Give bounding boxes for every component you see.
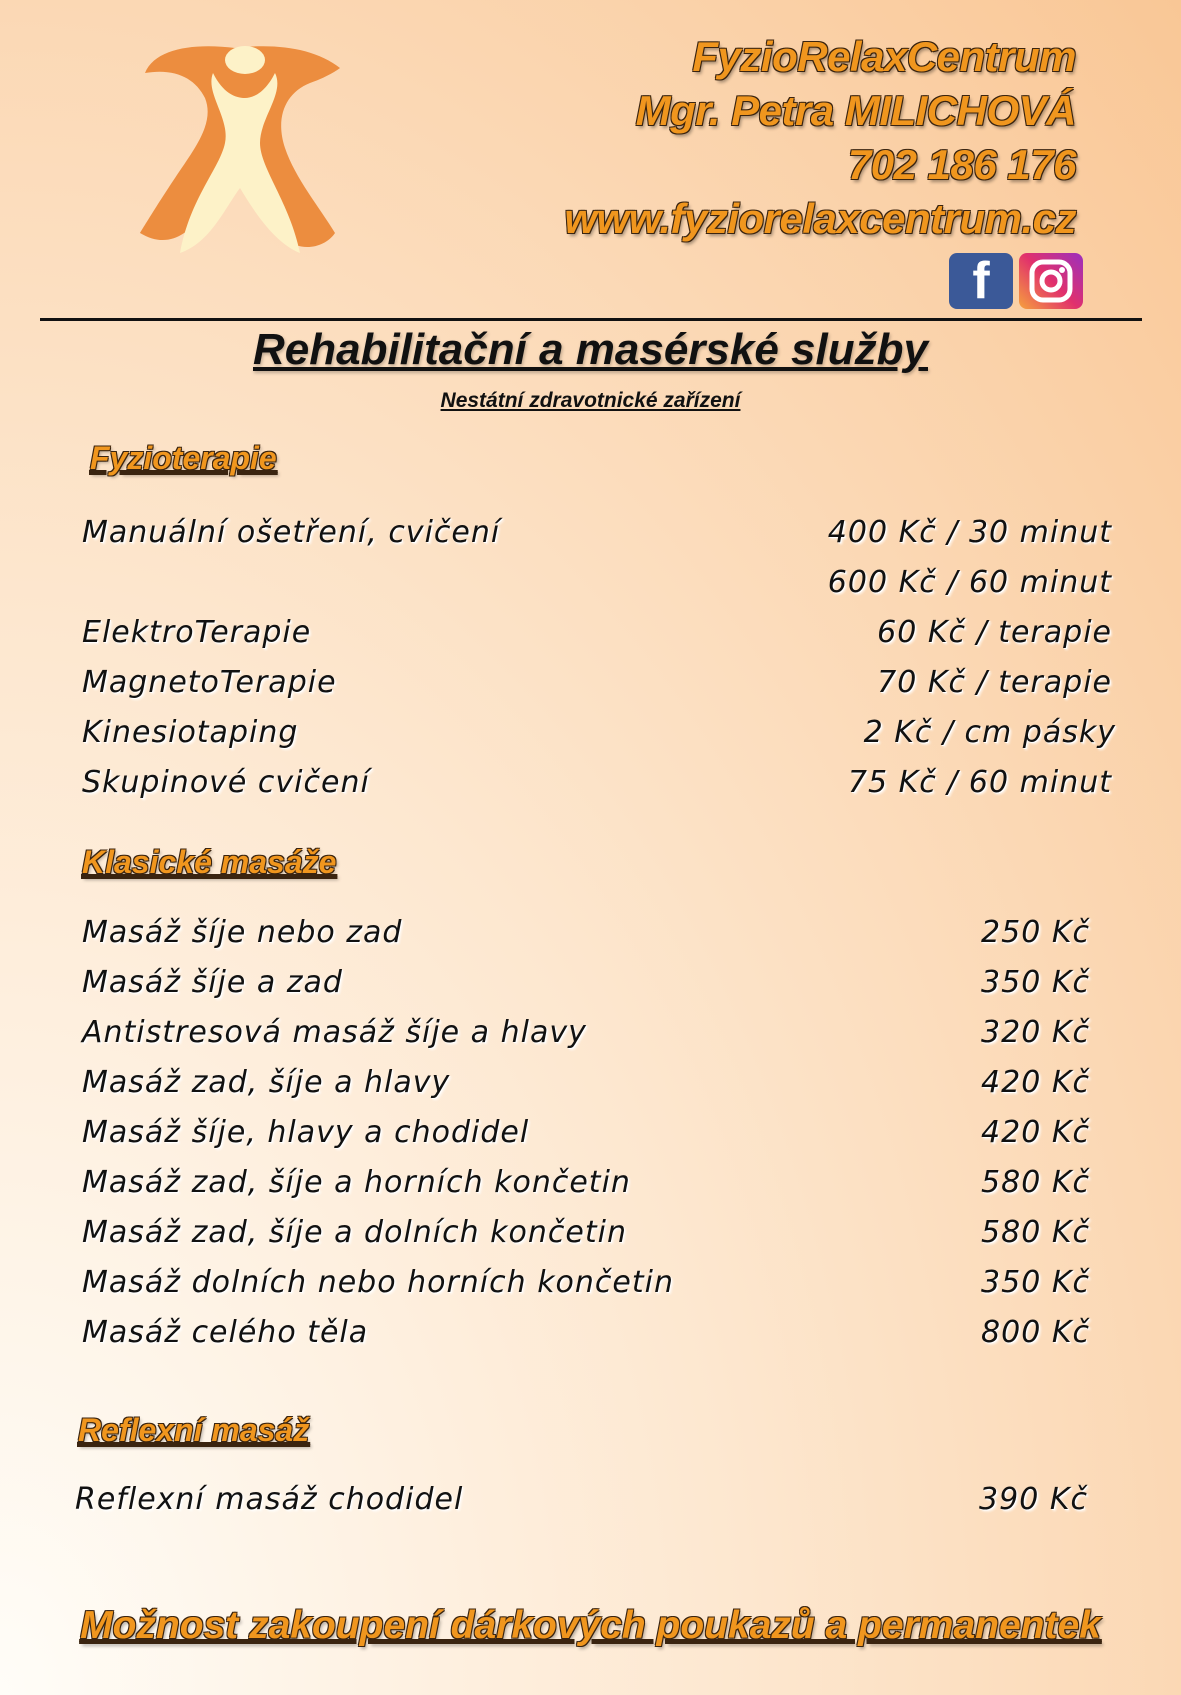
list-item: Masáž celého těla 800 Kč bbox=[82, 1314, 1090, 1350]
list-item: Masáž šíje a zad 350 Kč bbox=[82, 964, 1090, 1000]
list-item: ElektroTerapie 60 Kč / terapie bbox=[82, 614, 1112, 650]
footer-gift-vouchers: Možnost zakoupení dárkových poukazů a permanentek bbox=[80, 1604, 1101, 1647]
list-item: Reflexní masáž chodidel 390 Kč bbox=[75, 1481, 1088, 1517]
page-title: Rehabilitační a masérské služby bbox=[253, 325, 928, 374]
list-item: Antistresová masáž šíje a hlavy 320 Kč bbox=[82, 1014, 1090, 1050]
facebook-icon[interactable]: f bbox=[949, 253, 1013, 309]
list-item: Masáž šíje nebo zad 250 Kč bbox=[82, 914, 1090, 950]
divider bbox=[40, 318, 1142, 321]
page-subtitle: Nestátní zdravotnické zařízení bbox=[440, 389, 741, 412]
list-item: Masáž šíje, hlavy a chodidel 420 Kč bbox=[82, 1114, 1090, 1150]
logo-figure-icon bbox=[135, 38, 345, 263]
instagram-icon[interactable] bbox=[1019, 253, 1083, 309]
social-icons bbox=[949, 253, 1083, 309]
header-contact bbox=[564, 30, 1076, 246]
list-item: Masáž zad, šíje a hlavy 420 Kč bbox=[82, 1064, 1090, 1100]
list-item: Masáž zad, šíje a horních končetin 580 Kč bbox=[82, 1164, 1090, 1200]
section-heading-fyzioterapie: Fyzioterapie bbox=[90, 440, 277, 476]
list-item: Masáž zad, šíje a dolních končetin 580 Kč bbox=[82, 1214, 1090, 1250]
centre-name: FyzioRelaxCentrum bbox=[692, 33, 1076, 80]
list-item: Skupinové cvičení 75 Kč / 60 minut bbox=[82, 764, 1112, 800]
list-item: Masáž dolních nebo horních končetin 350 Kč bbox=[82, 1264, 1090, 1300]
phone-number[interactable]: 702 186 176 bbox=[847, 141, 1076, 188]
section-heading-reflexni: Reflexní masáž bbox=[78, 1412, 310, 1448]
list-item: Manuální ošetření, cvičení 400 Kč / 30 minut bbox=[82, 514, 1112, 550]
therapist-name: Mgr. Petra MILICHOVÁ bbox=[635, 87, 1076, 134]
list-item: Kinesiotaping 2 Kč / cm pásky bbox=[82, 714, 1116, 750]
list-item: 600 Kč / 60 minut bbox=[827, 564, 1112, 600]
list-item: MagnetoTerapie 70 Kč / terapie bbox=[82, 664, 1112, 700]
website-link[interactable]: www.fyziorelaxcentrum.cz bbox=[564, 195, 1076, 242]
section-heading-klasicke: Klasické masáže bbox=[82, 844, 337, 880]
